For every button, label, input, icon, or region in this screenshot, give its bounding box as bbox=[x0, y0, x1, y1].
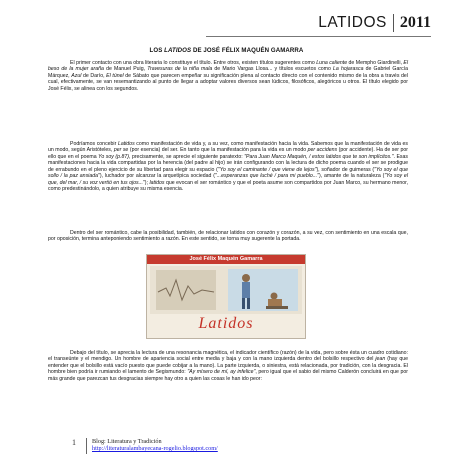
text-run: de Sábato que parecen empeñar su significación plena al contacto directo con el contenido mismo de la obra a través del cual, efectivamente, se van resemantizando al punto de llegar a adoptar valores diversos sean lúdicos, filosóficos, alegóricos u otros. El título elegido por José Félix, se alinea con los segundos. bbox=[48, 72, 408, 92]
text-run: latidos bbox=[149, 179, 165, 186]
text-run: Yo soy (p.87) bbox=[98, 153, 129, 160]
text-run: . Esas manifestaciones hacia la vida compartidas por la herencia (del padre al hijo) se irán configurando con la lectura de dicho poema cuando el ser se prodigue de errabundo en el pleno ejercicio de su libertad para elegir su espacio ( bbox=[48, 153, 408, 173]
text-run: ), luchador por alcanzar la arquetípica sociedad ( bbox=[99, 173, 215, 180]
text-run: Luna caliente bbox=[316, 60, 348, 66]
cover-title: Latidos bbox=[198, 315, 254, 332]
text-run: como manifestación de vida y, a su vez, como manifestación hacia la vida. Sabemos que la manifestación de vida es un modo, según Aristóteles, bbox=[48, 141, 408, 154]
blog-label: Blog: Literatura y Tradición bbox=[92, 438, 162, 445]
paragraph-1 bbox=[48, 60, 408, 92]
text-run: "Yo soy el que, del mar, / su voz vertió en tus ojos..." bbox=[48, 173, 408, 186]
blog-link[interactable]: http://literaturalambayecana-rogelio.blogspot.com/ bbox=[92, 445, 218, 453]
book-cover-image bbox=[146, 254, 306, 339]
paragraph-3: Dentro del ser romántico, cabe la posibilidad, también, de relacionar latidos con corazón y corazón, a su vez, con sentimiento en una escala que, por oposición, termina anteponiendo sentimiento a razón. En este sentido, se torna muy sugerente la portada. bbox=[48, 230, 408, 243]
magazine-name: LATIDOS bbox=[318, 14, 387, 31]
text-run: de Mario Vargas Llosa... y títulos escuetos como bbox=[212, 66, 334, 73]
text-run: La hojarasca bbox=[333, 66, 364, 73]
footer-rule bbox=[86, 438, 87, 454]
text-run: que evocan el ser romántico y que el poeta asume son compartidos por Juan Marco, su hermano menor, como predestinándolo, a quien atribuye su misma esencia. bbox=[48, 179, 408, 193]
text-run: , precisamente, se aprecie el siguiente paratexto: bbox=[128, 153, 245, 160]
issue-year: 2011 bbox=[399, 14, 431, 31]
text-run: Travesuras de la niña mala bbox=[147, 66, 213, 73]
header-separator bbox=[393, 14, 394, 32]
text-run: ); bbox=[144, 179, 150, 186]
article-title bbox=[0, 47, 453, 54]
running-header bbox=[318, 14, 431, 32]
text-run: jean bbox=[375, 356, 386, 363]
text-run: Latidos bbox=[117, 141, 135, 147]
title-prefix: LOS bbox=[149, 47, 163, 54]
text-run: de Gabriel García Márquez, bbox=[48, 66, 408, 79]
text-run: de Manuel Puig, bbox=[103, 66, 148, 73]
footer-text bbox=[92, 438, 218, 454]
text-run: "Ay mísero de mí, ay infelice" bbox=[187, 369, 256, 376]
text-run: per accidens bbox=[307, 147, 338, 154]
paragraph-4 bbox=[48, 350, 408, 382]
text-run: Azul bbox=[71, 72, 82, 79]
paragraph-2 bbox=[48, 141, 408, 193]
text-run: (por accidente). Ha de ser por ello que en el poema bbox=[48, 147, 408, 160]
title-book-name: LATIDOS bbox=[164, 47, 192, 54]
text-run: Debajo del título, se aprecia la lectura de una resonancia magnética, el indicador científico (razón) de la vida, pero sobre ésta un cuadro cotidiano: el transeúnte y el mendigo. Un hombre de apariencia social entre media y baja y con la mano izquierda dentro del bolsillo respectivo del bbox=[48, 350, 408, 363]
text-run: El primer contacto con una obra literaria lo constituye el título. Entre otros, existen títulos sugerentes como bbox=[70, 60, 317, 66]
header-rule bbox=[206, 36, 431, 37]
text-run: "Yo soy el que sollo / la paz ansiada" bbox=[48, 166, 408, 180]
text-run: ), amante de la naturaleza ( bbox=[318, 173, 385, 180]
text-run: Podríamos concebir bbox=[70, 141, 118, 147]
text-run: "Yo soy el caminante / que viene de lejos" bbox=[217, 166, 317, 173]
page-footer bbox=[72, 438, 218, 454]
text-run: ), soñador de guimeras ( bbox=[316, 166, 375, 173]
text-run: "...esperanzas que luché / para mi pueblo..." bbox=[214, 173, 319, 180]
cover-author: José Félix Maquén Gamarra bbox=[189, 256, 263, 262]
text-run: de Mempho Giardinelli, bbox=[347, 60, 404, 66]
text-run: , pero igual que el sabio del mismo Calderón concluirá en que por más grande que parezcan tus desgracias siempre hay otro a quien las cosas le han ido peor: bbox=[48, 369, 409, 382]
text-run: El túnel bbox=[106, 72, 124, 79]
page-number: 1 bbox=[72, 438, 76, 447]
text-run: de Darío, bbox=[81, 72, 107, 79]
text-run: El beso de la mujer araña bbox=[48, 60, 408, 73]
text-run: (por esencia) del ser. En tanto que la manifestación para la vida es un modo bbox=[128, 147, 308, 154]
cover-illustration bbox=[150, 266, 302, 314]
text-run: per se bbox=[113, 147, 129, 154]
text-run: (hay que entender que el bolsillo está vacío puesto que puede cobijar a la mano). La parte izquierda, o siniestra, está relacionada, por tradición, con la desgracia. El hombre bien podría ir rumiando el lamento de Segismundo: bbox=[48, 356, 408, 376]
title-suffix: DE JOSÉ FÉLIX MAQUÉN GAMARRA bbox=[192, 47, 304, 54]
text-run: "Para Juan Marco Maquén, / estos latidos que te son implícitos." bbox=[244, 153, 394, 160]
